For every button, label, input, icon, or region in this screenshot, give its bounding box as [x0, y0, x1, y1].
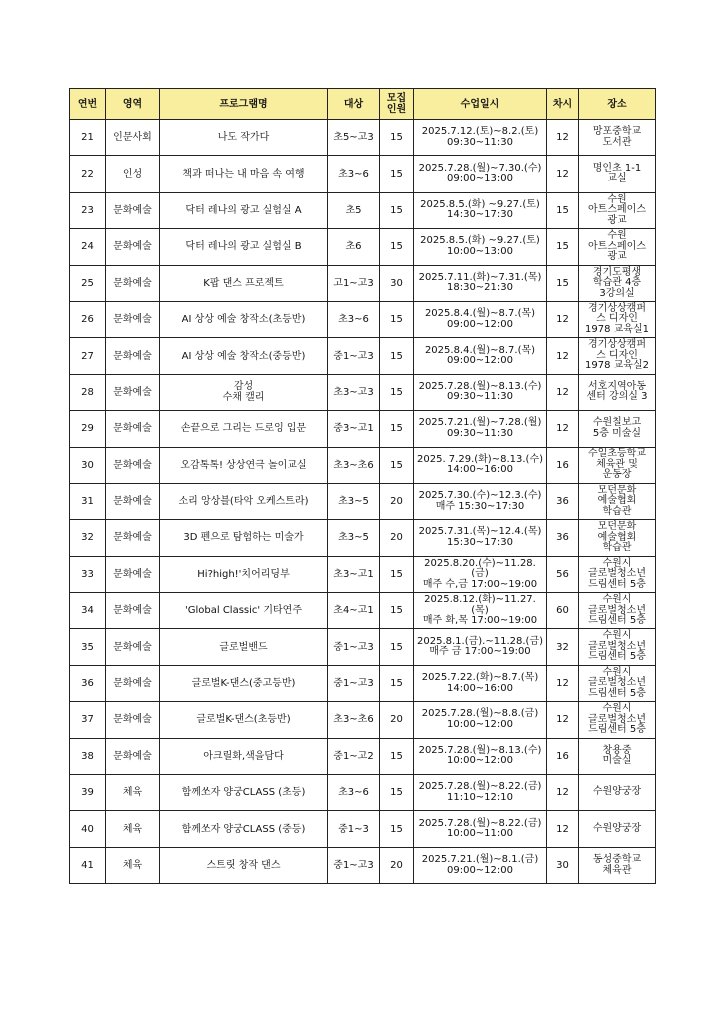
row-number: 39 [70, 775, 106, 811]
row-capacity: 15 [380, 556, 414, 592]
row-target: 초5 [328, 192, 380, 228]
table-row [70, 775, 656, 811]
row-capacity: 20 [380, 520, 414, 556]
row-place: 수원양궁장 [579, 775, 656, 811]
row-place: 수일초등학교 체육관 및 운동장 [579, 447, 656, 483]
row-place: 수원 아트스페이스 광교 [579, 229, 656, 265]
row-program: 글로벌밴드 [160, 629, 328, 665]
row-target: 초4~고1 [328, 593, 380, 629]
row-area: 문화예술 [106, 665, 160, 701]
table-row [70, 447, 656, 483]
row-capacity: 15 [380, 593, 414, 629]
header-area: 영역 [106, 89, 160, 120]
row-place: 모던문화 예술협회 학습관 [579, 483, 656, 519]
row-sessions: 12 [547, 702, 579, 738]
row-schedule: 2025.7.11.(화)~7.31.(목) 18:30~21:30 [414, 265, 547, 301]
row-target: 초3~5 [328, 483, 380, 519]
row-sessions: 30 [547, 847, 579, 883]
row-capacity: 15 [380, 301, 414, 337]
row-schedule: 2025.7.21.(월)~7.28.(월) 09:30~11:30 [414, 411, 547, 447]
row-place: 수원칠보고 5층 미술실 [579, 411, 656, 447]
row-sessions: 16 [547, 447, 579, 483]
row-area: 문화예술 [106, 483, 160, 519]
row-place: 창용중 미술실 [579, 738, 656, 774]
row-capacity: 20 [380, 847, 414, 883]
row-schedule: 2025.8.12.(화)~11.27.(목) 매주 화,목 17:00~19:00 [414, 593, 547, 629]
row-target: 중1~고3 [328, 629, 380, 665]
row-area: 인성 [106, 156, 160, 192]
row-place: 모던문화 예술협회 학습관 [579, 520, 656, 556]
row-schedule: 2025.7.28.(월)~7.30.(수) 09:00~13:00 [414, 156, 547, 192]
row-program: 감성 수채 캘리 [160, 374, 328, 410]
row-number: 37 [70, 702, 106, 738]
row-number: 24 [70, 229, 106, 265]
row-program: 함께쏘자 양궁CLASS (초등) [160, 775, 328, 811]
row-place: 수원 아트스페이스 광교 [579, 192, 656, 228]
row-schedule: 2025.8.5.(화) ~9.27.(토) 14:30~17:30 [414, 192, 547, 228]
row-target: 중1~3 [328, 811, 380, 847]
row-schedule: 2025.7.30.(수)~12.3.(수) 매주 15:30~17:30 [414, 483, 547, 519]
row-schedule: 2025.7.21.(월)~8.1.(금) 09:00~12:00 [414, 847, 547, 883]
row-sessions: 56 [547, 556, 579, 592]
row-place: 수원시 글로벌청소년 드림센터 5층 [579, 593, 656, 629]
row-area: 체육 [106, 775, 160, 811]
table-row [70, 301, 656, 337]
row-capacity: 15 [380, 229, 414, 265]
row-area: 문화예술 [106, 374, 160, 410]
row-schedule: 2025.7.28.(월)~8.22.(금) 11:10~12:10 [414, 775, 547, 811]
row-capacity: 20 [380, 483, 414, 519]
row-capacity: 15 [380, 738, 414, 774]
header-no: 연번 [70, 89, 106, 120]
row-number: 40 [70, 811, 106, 847]
row-capacity: 30 [380, 265, 414, 301]
table-row [70, 156, 656, 192]
row-area: 문화예술 [106, 411, 160, 447]
row-capacity: 20 [380, 702, 414, 738]
row-number: 21 [70, 120, 106, 156]
row-place: 경기상상캠퍼 스 디자인 1978 교육실1 [579, 301, 656, 337]
row-program: AI 상상 예술 창작소(중등반) [160, 338, 328, 374]
row-target: 초3~고1 [328, 556, 380, 592]
row-capacity: 15 [380, 192, 414, 228]
row-sessions: 12 [547, 120, 579, 156]
row-schedule: 2025.7.22.(화)~8.7.(목) 14:00~16:00 [414, 665, 547, 701]
row-number: 29 [70, 411, 106, 447]
row-place: 수원시 글로벌청소년 드림센터 5층 [579, 665, 656, 701]
row-program: 아크릴화,색을담다 [160, 738, 328, 774]
row-number: 36 [70, 665, 106, 701]
row-number: 33 [70, 556, 106, 592]
row-number: 34 [70, 593, 106, 629]
row-sessions: 15 [547, 265, 579, 301]
table-row [70, 556, 656, 592]
row-capacity: 15 [380, 629, 414, 665]
row-sessions: 12 [547, 301, 579, 337]
row-capacity: 15 [380, 411, 414, 447]
row-sessions: 60 [547, 593, 579, 629]
row-place: 수원시 글로벌청소년 드림센터 5층 [579, 702, 656, 738]
row-schedule: 2025.8.5.(화) ~9.27.(토) 10:00~13:00 [414, 229, 547, 265]
row-schedule: 2025.7.12.(토)~8.2.(토) 09:30~11:30 [414, 120, 547, 156]
row-capacity: 15 [380, 811, 414, 847]
row-sessions: 12 [547, 338, 579, 374]
row-target: 중1~고3 [328, 847, 380, 883]
row-sessions: 15 [547, 192, 579, 228]
row-target: 초3~고3 [328, 374, 380, 410]
row-capacity: 15 [380, 338, 414, 374]
row-number: 25 [70, 265, 106, 301]
row-area: 문화예술 [106, 738, 160, 774]
row-program: 글로벌K-댄스(중고등반) [160, 665, 328, 701]
row-place: 수원시 글로벌청소년 드림센터 5층 [579, 629, 656, 665]
row-program: 글로벌K-댄스(초등반) [160, 702, 328, 738]
row-program: 함께쏘자 양궁CLASS (중등) [160, 811, 328, 847]
row-sessions: 12 [547, 665, 579, 701]
row-schedule: 2025.8.1.(금).~11.28.(금) 매주 금 17:00~19:00 [414, 629, 547, 665]
table-row [70, 411, 656, 447]
row-capacity: 15 [380, 775, 414, 811]
row-program: 닥터 레나의 광고 실험실 B [160, 229, 328, 265]
row-sessions: 15 [547, 229, 579, 265]
row-area: 문화예술 [106, 556, 160, 592]
row-capacity: 15 [380, 120, 414, 156]
row-place: 수원양궁장 [579, 811, 656, 847]
row-target: 초6 [328, 229, 380, 265]
row-schedule: 2025. 7.29.(화)~8.13.(수) 14:00~16:00 [414, 447, 547, 483]
table-row [70, 483, 656, 519]
program-table [69, 88, 656, 884]
row-program: 책과 떠나는 내 마음 속 여행 [160, 156, 328, 192]
row-sessions: 12 [547, 374, 579, 410]
row-place: 경기상상캠퍼 스 디자인 1978 교육실2 [579, 338, 656, 374]
table-row [70, 229, 656, 265]
header-schedule: 수업일시 [414, 89, 547, 120]
header-program: 프로그램명 [160, 89, 328, 120]
row-number: 30 [70, 447, 106, 483]
row-place: 경기도평생 학습관 4층 3강의실 [579, 265, 656, 301]
row-area: 문화예술 [106, 301, 160, 337]
header-place: 장소 [579, 89, 656, 120]
row-target: 고1~고3 [328, 265, 380, 301]
row-target: 초3~6 [328, 775, 380, 811]
row-program: 나도 작가다 [160, 120, 328, 156]
row-program: 닥터 레나의 광고 실험실 A [160, 192, 328, 228]
row-area: 문화예술 [106, 192, 160, 228]
row-sessions: 12 [547, 811, 579, 847]
table-row [70, 629, 656, 665]
row-area: 문화예술 [106, 229, 160, 265]
row-schedule: 2025.7.31.(목)~12.4.(목) 15:30~17:30 [414, 520, 547, 556]
header-target: 대상 [328, 89, 380, 120]
row-sessions: 36 [547, 483, 579, 519]
row-area: 문화예술 [106, 265, 160, 301]
row-area: 체육 [106, 847, 160, 883]
row-place: 망포중학교 도서관 [579, 120, 656, 156]
row-number: 35 [70, 629, 106, 665]
row-target: 중3~고1 [328, 411, 380, 447]
row-target: 중1~고3 [328, 665, 380, 701]
row-area: 문화예술 [106, 447, 160, 483]
row-number: 38 [70, 738, 106, 774]
row-number: 31 [70, 483, 106, 519]
row-sessions: 36 [547, 520, 579, 556]
table-row [70, 265, 656, 301]
table-row [70, 520, 656, 556]
header-sessions: 차시 [547, 89, 579, 120]
row-schedule: 2025.7.28.(월)~8.8.(금) 10:00~12:00 [414, 702, 547, 738]
row-schedule: 2025.8.4.(월)~8.7.(목) 09:00~12:00 [414, 301, 547, 337]
table-row [70, 374, 656, 410]
row-area: 문화예술 [106, 629, 160, 665]
row-sessions: 12 [547, 775, 579, 811]
row-sessions: 16 [547, 738, 579, 774]
table-row [70, 192, 656, 228]
table-row [70, 120, 656, 156]
row-capacity: 15 [380, 156, 414, 192]
row-place: 서호지역아동 센터 강의실 3 [579, 374, 656, 410]
row-place: 수원시 글로벌청소년 드림센터 5층 [579, 556, 656, 592]
row-program: AI 상상 예술 창작소(초등반) [160, 301, 328, 337]
row-target: 초3~5 [328, 520, 380, 556]
row-number: 28 [70, 374, 106, 410]
row-number: 26 [70, 301, 106, 337]
row-area: 문화예술 [106, 520, 160, 556]
row-sessions: 32 [547, 629, 579, 665]
row-target: 초3~초6 [328, 447, 380, 483]
row-area: 문화예술 [106, 702, 160, 738]
row-target: 초3~6 [328, 156, 380, 192]
row-number: 23 [70, 192, 106, 228]
row-target: 중1~고3 [328, 338, 380, 374]
table-row [70, 593, 656, 629]
row-capacity: 15 [380, 447, 414, 483]
header-row [70, 89, 656, 120]
row-program: 손끝으로 그리는 드로잉 입문 [160, 411, 328, 447]
row-program: 'Global Classic' 기타연주 [160, 593, 328, 629]
row-program: 소리 앙상블(타악 오케스트라) [160, 483, 328, 519]
row-capacity: 15 [380, 374, 414, 410]
row-place: 동성중학교 체육관 [579, 847, 656, 883]
row-area: 체육 [106, 811, 160, 847]
row-capacity: 15 [380, 665, 414, 701]
row-target: 초5~고3 [328, 120, 380, 156]
row-area: 문화예술 [106, 338, 160, 374]
table-row [70, 847, 656, 883]
row-area: 인문사회 [106, 120, 160, 156]
table-row [70, 665, 656, 701]
table-row [70, 738, 656, 774]
table-row [70, 702, 656, 738]
row-sessions: 12 [547, 156, 579, 192]
row-area: 문화예술 [106, 593, 160, 629]
row-target: 초3~초6 [328, 702, 380, 738]
row-number: 32 [70, 520, 106, 556]
row-program: 3D 펜으로 탐험하는 미술가 [160, 520, 328, 556]
table-row [70, 811, 656, 847]
row-number: 27 [70, 338, 106, 374]
row-program: Hi?high!'치어리딩부 [160, 556, 328, 592]
table-row [70, 338, 656, 374]
row-target: 초3~6 [328, 301, 380, 337]
row-schedule: 2025.8.4.(월)~8.7.(목) 09:00~12:00 [414, 338, 547, 374]
row-sessions: 12 [547, 411, 579, 447]
header-capacity: 모집 인원 [380, 89, 414, 120]
row-schedule: 2025.8.20.(수)~11.28.(금) 매주 수,금 17:00~19:00 [414, 556, 547, 592]
row-schedule: 2025.7.28.(월)~8.13.(수) 10:00~12:00 [414, 738, 547, 774]
row-program: K팝 댄스 프로젝트 [160, 265, 328, 301]
row-program: 오감톡톡! 상상연극 놀이교실 [160, 447, 328, 483]
row-place: 명인초 1-1 교실 [579, 156, 656, 192]
row-number: 41 [70, 847, 106, 883]
row-target: 중1~고2 [328, 738, 380, 774]
row-number: 22 [70, 156, 106, 192]
row-program: 스트릿 창작 댄스 [160, 847, 328, 883]
row-schedule: 2025.7.28.(월)~8.22.(금) 10:00~11:00 [414, 811, 547, 847]
row-schedule: 2025.7.28.(월)~8.13.(수) 09:30~11:30 [414, 374, 547, 410]
